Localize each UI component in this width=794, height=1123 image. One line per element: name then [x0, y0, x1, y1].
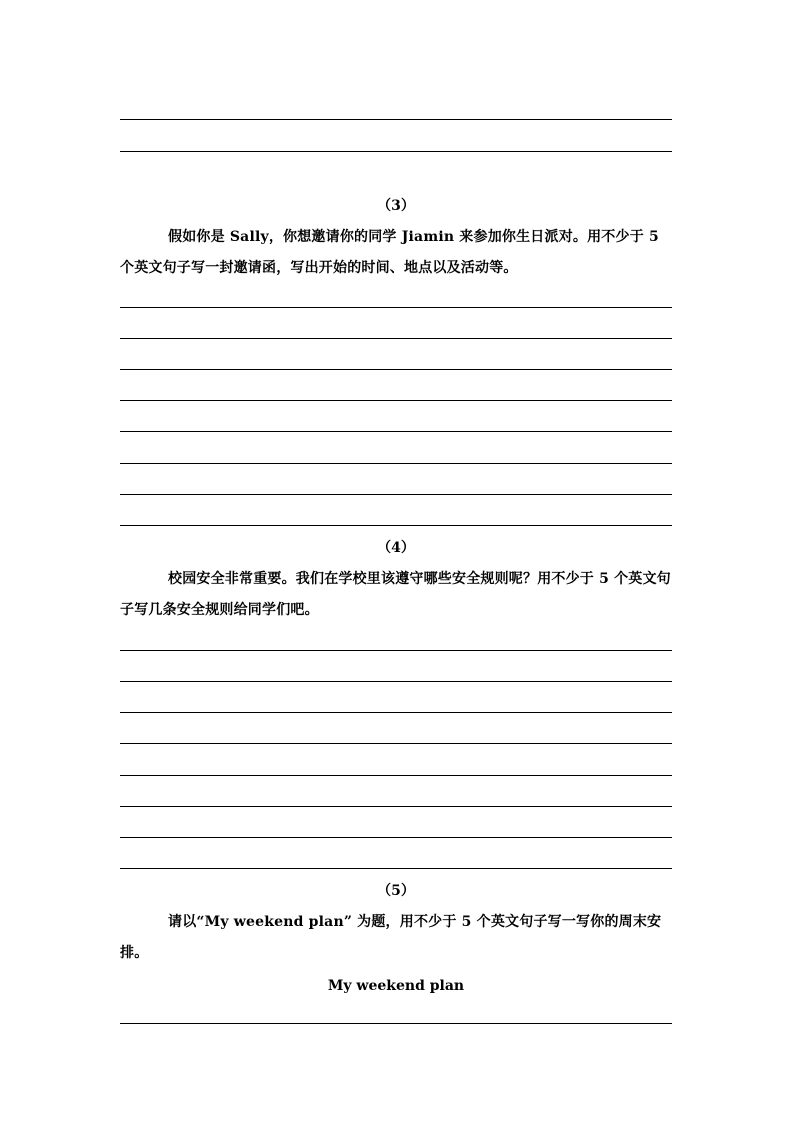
section-3-number: （3）	[377, 198, 415, 214]
answer-line	[120, 712, 672, 713]
answer-line	[120, 868, 672, 869]
answer-line	[120, 775, 672, 776]
answer-line	[120, 650, 672, 651]
answer-line	[120, 743, 672, 744]
answer-line	[120, 400, 672, 401]
answer-line	[120, 463, 672, 464]
answer-line	[120, 1023, 672, 1024]
answer-line	[120, 369, 672, 370]
answer-line	[120, 837, 672, 838]
answer-line	[120, 681, 672, 682]
answer-line	[120, 151, 672, 152]
answer-line	[120, 525, 672, 526]
answer-line	[120, 494, 672, 495]
section-4-number: （4）	[377, 540, 415, 556]
answer-line	[120, 431, 672, 432]
answer-line	[120, 307, 672, 308]
section-5-number: （5）	[377, 883, 415, 899]
answer-line	[120, 119, 672, 120]
section-3-prompt: 假如你是 Sally，你想邀请你的同学 Jiamin 来参加你生日派对。用不少于 5 个英文句子写一封邀请函，写出开始的时间、地点以及活动等。	[120, 229, 659, 276]
answer-line	[120, 338, 672, 339]
essay-title: My weekend plan	[327, 978, 465, 994]
section-4-prompt: 校园安全非常重要。我们在学校里该遵守哪些安全规则呢？用不少于 5 个英文句子写几条安全规则给同学们吧。	[120, 571, 671, 618]
section-5-prompt: 请以“My weekend plan” 为题，用不少于 5 个英文句子写一写你的周末安排。	[120, 914, 662, 961]
answer-line	[120, 806, 672, 807]
